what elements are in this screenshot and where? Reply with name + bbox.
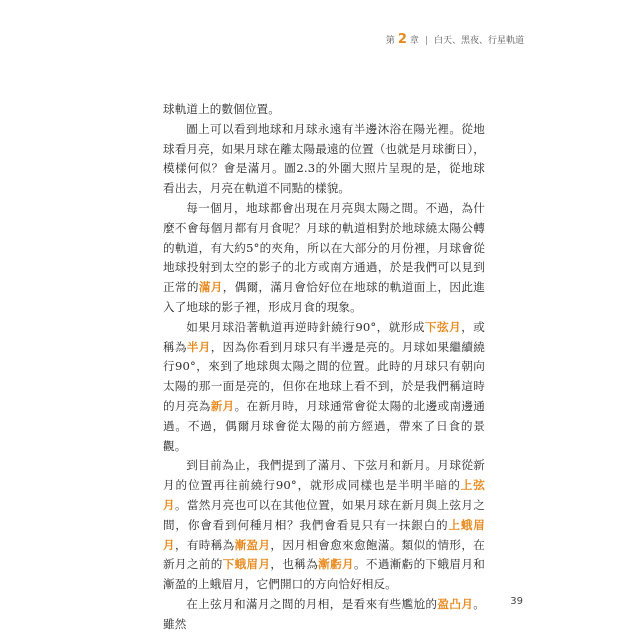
page-number: 39	[510, 596, 523, 607]
text-run: ，因月相會愈來愈飽滿。類似的情形，在新月之前的	[163, 537, 485, 572]
paragraph	[163, 318, 485, 457]
body-text	[163, 100, 485, 635]
text-run: 圖上可以看到地球和月球永遠有半邊沐浴在陽光裡。從地球看月亮，如果月球在離太陽最遠的位置（也就是月球衝日），模樣何似？會是滿月。圖2.3的外圍大照片呈現的是，從地球看出去，月亮在軌道不同點的樣貌。	[163, 121, 485, 196]
highlighted-term: 漸盈月	[234, 537, 271, 552]
text-run: 。雖然	[163, 596, 485, 631]
paragraph	[163, 456, 485, 595]
paragraph	[163, 100, 485, 120]
text-run: 。在新月時，月球通常會從太陽的北邊或南邊通過。不過，偶爾月球會從太陽的前方經過，帶來了日食的景觀。	[163, 398, 486, 453]
paragraph	[163, 595, 485, 635]
header-separator: |	[424, 36, 428, 46]
highlighted-term: 下蛾眉月	[222, 557, 271, 572]
text-run: ，或稱為	[163, 319, 485, 354]
chapter-suffix: 章	[409, 36, 419, 46]
text-run: ，也稱為	[270, 557, 319, 572]
highlighted-term: 盈凸月	[437, 596, 474, 611]
text-run: 每一個月，地球都會出現在月亮與太陽之間。不過，為什麼不會每個月都有月食呢？月球的軌道相對於地球繞太陽公轉的軌道，有大約5°的夾角，所以在大部分的月份裡，月球會從地球投射到太空的影子的北方或南方通過，於是我們可以見到正常的	[163, 200, 485, 295]
highlighted-term: 上蛾眉月	[163, 517, 485, 552]
highlighted-term: 滿月	[198, 280, 223, 295]
text-run: ，偶爾，滿月會恰好位在地球的軌道面上，因此進入了地球的影子裡，形成月食的現象。	[163, 280, 485, 314]
highlighted-term: 漸虧月	[318, 557, 354, 572]
chapter-title: 白天、黑夜、行星軌道	[433, 36, 524, 46]
paragraph	[163, 120, 485, 199]
highlighted-term: 新月	[210, 398, 235, 413]
text-run: 。不過漸虧的下蛾眉月和漸盈的上蛾眉月，它們開口的方向恰好相反。	[163, 557, 485, 592]
text-run: ，有時稱為	[174, 537, 235, 552]
text-run: 在上弦月和滿月之間的月相，是看來有些尷尬的	[186, 596, 438, 611]
text-run: ，因為你看到月球只有半邊是亮的。月球如果繼續繞行90°，來到了地球與太陽之間的位置。此時的月球只有朝向太陽的那一面是亮的，但你在地球上看不到，於是我們稱這時的月亮為	[163, 339, 485, 413]
text-run: 如果月球沿著軌道再逆時針繞行90°，就形成	[186, 319, 425, 334]
chapter-number: 2	[397, 32, 407, 47]
highlighted-term: 半月	[186, 339, 211, 354]
chapter-prefix: 第	[385, 36, 395, 46]
text-run: 。當然月亮也可以在其他位置，如果月球在新月與上弦月之間，你會看到何種月相？我們會看見只有一抹銀白的	[163, 497, 485, 532]
highlighted-term: 上弦月	[163, 478, 485, 512]
running-header	[386, 32, 524, 47]
text-run: 到目前為止，我們提到了滿月、下弦月和新月。月球從新月的位置再往前繞行90°，就形成同樣也是半明半暗的	[163, 458, 485, 493]
text-run: 球軌道上的數個位置。	[163, 102, 280, 116]
highlighted-term: 下弦月	[424, 319, 462, 334]
paragraph	[163, 199, 485, 318]
